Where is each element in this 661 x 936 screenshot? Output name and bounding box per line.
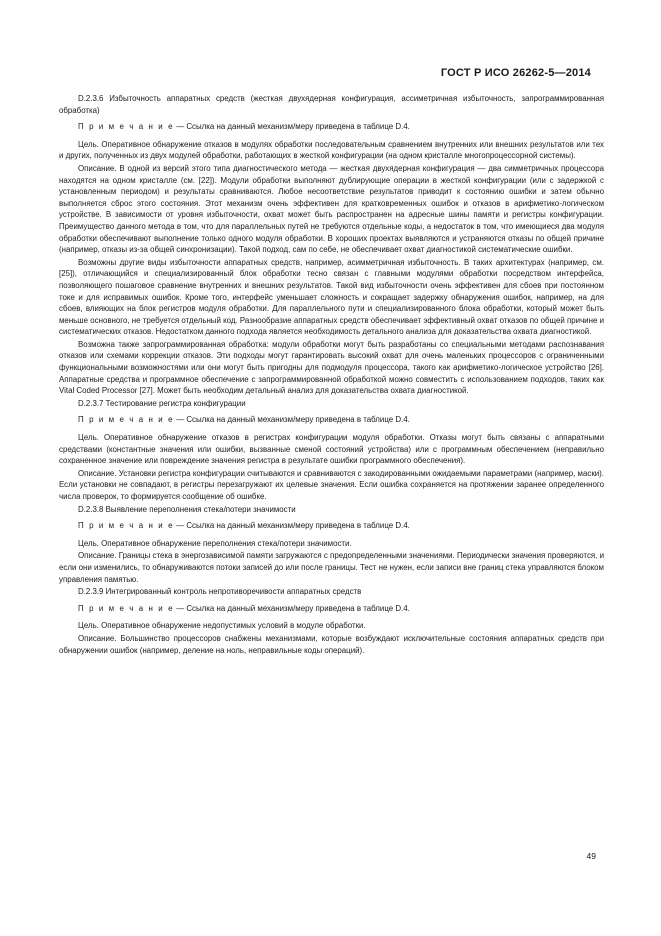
paragraph: Описание. Границы стека в энергозависимой памяти загружаются с предопределенными значениями. Периодически значения проверяются, и если они изменились, то обнаруживаются потоки записей до или после границы. Тест не нужен, если записи вне границ стека управляются блоком управления памятью. — [59, 551, 604, 584]
note-text: — Ссылка на данный механизм/меру приведена в таблице D.4. — [174, 415, 410, 425]
note-label: П р и м е ч а н и е — [78, 122, 175, 132]
paragraph: Возможны другие виды избыточности аппаратных средств, например, асимметричная избыточность. В таких архитектурах (например, см. [25]), отличающийся и специализированный блок обработки тесно связан с главными модулями обработки посредством интерфейса, позволяющего пошаговое сравнение внутренних и внешних результатов. Такой вид избыточности очень эффективен для сбоев при постоянном токе и для исправимых ошибок. Кроме того, интерфейс уменьшает сложность и сокращает задержку обнаружения ошибок, например, на для сбоев, влияющих на блок регистров модуля обработки. Для параллельного пути и специализированного блока обработки, который может быть меньше основного, не требуется отдельный код. Разнообразие аппаратных средств обеспечивает эффективный охват отказов по общей причине и систематических отказов. Недостатком данного подхода является необходимость детального анализа для доказательства охвата диагностикой. — [59, 257, 604, 337]
page-number: 49 — [586, 851, 596, 861]
paragraph: Цель. Оперативное обнаружение отказов в модулях обработки последовательным сравнением внутренних или внешних результатов или тех и других, полученных из двух модулей обработки, работающих в жесткой конфигурации (на одном кристалле многопроцессорной системы). — [59, 139, 604, 161]
note-label: П р и м е ч а н и е — [78, 521, 175, 531]
paragraph: Возможна также запрограммированная обработка: модули обработки могут быть разработаны со специальными методами распознавания отказов или схемами коррекции отказов. Эти подходы могут гарантировать высокий охват для очень маленьких процессоров с ограниченными функциональными возможностями или они могут быть пригодны для подмодуля процессора, такого как арифметико-логическое устройство [26]. Аппаратные средства и программное обеспечение с запрограммированной обработкой можно совместить с использованием подходов, таких как Vital Coded Processor [27]. Может быть необходим детальный анализ для доказательства охвата диагностикой. — [59, 339, 604, 396]
section-heading: D.2.3.9 Интегрированный контроль непротиворечивости аппаратных средств — [78, 587, 362, 597]
paragraph: Описание. В одной из версий этого типа диагностического метода — жесткая двухядерная конфигурация — два симметричных процессора находятся на одном кристалле (см. [22]). Модули обработки выполняют дублирующие операции в жесткой конфигурации (или с задержкой с установленным периодом) и результаты сравниваются. Любое несоответствие результатов приводит к состоянию ошибки и затем обычно выполняется сброс этого состояния. Этот механизм очень эффективен для кратковременных ошибок и отказов в арифметико-логическом устройстве. В зависимости от уровня избыточности, охват может быть распространен на адресные шины памяти и регистры конфигурации. Преимущество данного метода в том, что для параллельных путей не требуются отдельные коды, а недостаток в том, что имеющиеся два модуля обработки обеспечивают выполнение только одного модуля обработки. В хороших проектах выявляются и устраняются отказы по общей причине (например, отказы из-за общей синхронизации). Такой подход, сам по себе, не обеспечивает охват диагностикой систематические ошибки. — [59, 163, 604, 255]
note-label: П р и м е ч а н и е — [78, 603, 175, 613]
page-content — [59, 93, 604, 657]
paragraph: Описание. Установки регистра конфигурации считываются и сравниваются с закодированными ожидаемыми параметрами (например, маски). Если установки не совпадают, в регистры перезагружают их целевые значения. Если ошибка сохраняется на протяжении заранее определенного числа проверок, то формируется сообщение об ошибке. — [59, 468, 604, 501]
paragraph: Описание. Большинство процессоров снабжены механизмами, которые возбуждают исключительные состояния аппаратных средств при обнаружении ошибок (например, деление на ноль, неправильные коды операций). — [59, 633, 604, 655]
note-text: — Ссылка на данный механизм/меру приведена в таблице D.4. — [174, 521, 410, 531]
section-heading: D.2.3.6 Избыточность аппаратных средств (жесткая двухядерная конфигурация, ассиметричная избыточность, запрограммированная обработка) — [59, 94, 604, 115]
section-note — [59, 414, 604, 426]
paragraph: Цель. Оперативное обнаружение отказов в регистрах конфигурации модуля обработки. Отказы могут быть связаны с аппаратными средствами (константные значения или ошибки, вызванные сменой состояний устройства) или с программным обеспечением (неправильно сохраненное значение или повреждение значения регистра в результате ошибки программного обеспечения). — [59, 433, 604, 466]
section-note — [59, 603, 604, 615]
note-text: — Ссылка на данный механизм/меру приведена в таблице D.4. — [174, 122, 410, 132]
note-label: П р и м е ч а н и е — [78, 415, 175, 425]
section-heading: D.2.3.8 Выявление переполнения стека/потери значимости — [78, 504, 296, 514]
section-note — [59, 520, 604, 532]
section-heading: D.2.3.7 Тестирование регистра конфигурации — [78, 398, 246, 408]
standard-header: ГОСТ Р ИСО 26262-5—2014 — [440, 67, 591, 79]
paragraph: Цель. Оперативное обнаружение переполнения стека/потери значимости. — [78, 538, 352, 548]
paragraph: Цель. Оперативное обнаружение недопустимых условий в модуле обработки. — [78, 621, 366, 631]
section-note — [59, 121, 604, 133]
note-text: — Ссылка на данный механизм/меру приведена в таблице D.4. — [174, 603, 410, 613]
